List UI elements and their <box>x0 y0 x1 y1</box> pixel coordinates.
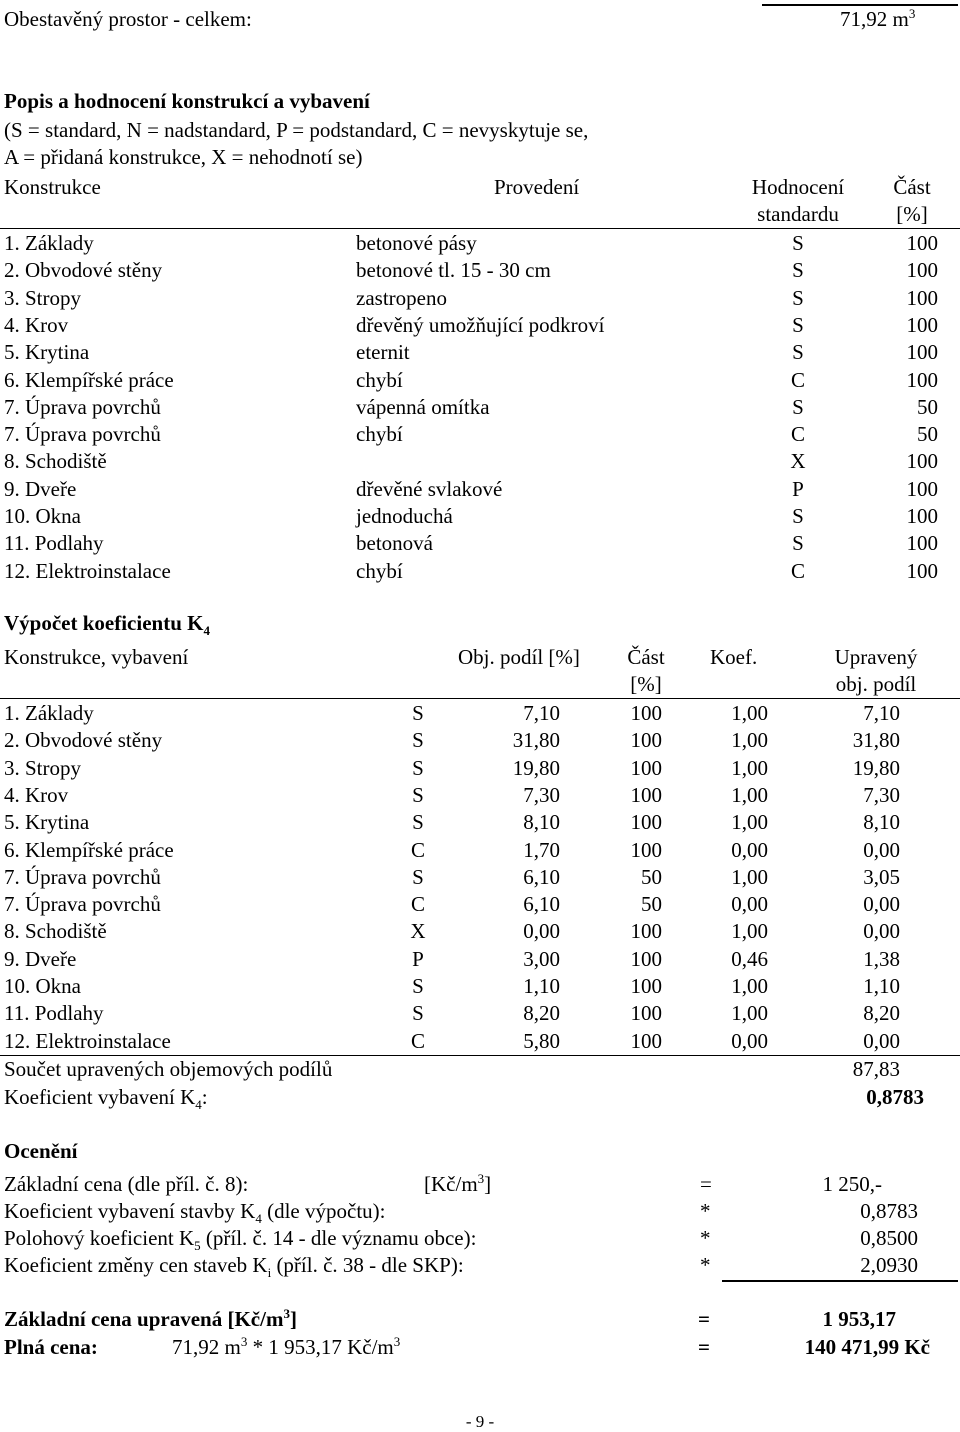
koef-cell: 0,46 <box>731 946 768 971</box>
cast-cell: 50 <box>641 864 662 889</box>
standard-cell: S <box>412 974 424 998</box>
full-price-label: Plná cena: <box>4 1335 98 1359</box>
upraveny-cell: 7,30 <box>863 782 900 807</box>
k5-value: 0,8500 <box>860 1226 918 1250</box>
provedeni-cell: betonové pásy <box>356 231 477 255</box>
cast-cell: 100 <box>906 367 938 392</box>
konstrukce-cell: 7. Úprava povrchů <box>4 422 161 447</box>
konstrukce-cell: 2. Obvodové stěny <box>4 728 163 753</box>
cast-cell: 100 <box>630 1028 662 1053</box>
standard-cell: S <box>412 782 424 807</box>
upraveny-cell: 31,80 <box>852 728 900 753</box>
upraveny-cell: 1,38 <box>863 946 900 971</box>
obj-podil-cell: 0,00 <box>523 919 560 944</box>
konstrukce-cell: 9. Dveře <box>4 476 77 501</box>
cast-cell: 100 <box>906 476 938 501</box>
hodnoceni-cell: P <box>792 476 804 501</box>
upraveny-cell: 19,80 <box>852 755 900 780</box>
legend-line-2: A = přidaná konstrukce, X = nehodnotí se) <box>4 145 363 169</box>
obj-podil-cell: 8,10 <box>523 810 560 835</box>
konstrukce-cell: 4. Krov <box>4 312 69 337</box>
cast-cell: 100 <box>630 701 662 725</box>
ki-op: * <box>700 1253 711 1277</box>
konstrukce-cell: 12. Elektroinstalace <box>4 1028 171 1053</box>
hodnoceni-cell: C <box>790 367 805 392</box>
standard-cell: C <box>410 837 425 862</box>
konstrukce-cell: 6. Klempířské práce <box>4 837 174 862</box>
konstrukce-cell: 7. Úprava povrchů <box>4 892 161 917</box>
upraveny-cell: 0,00 <box>863 919 900 944</box>
koef-cell: 1,00 <box>731 919 768 944</box>
upraveny-cell: 7,10 <box>863 701 900 725</box>
table-row <box>0 1000 960 1027</box>
cast-cell: 100 <box>906 258 938 283</box>
upraveny-cell: 0,00 <box>863 837 900 862</box>
koef-cell: 1,00 <box>731 701 768 725</box>
obj-podil-cell: 1,70 <box>523 837 560 862</box>
cast-cell: 100 <box>630 755 662 780</box>
konstrukce-cell: 10. Okna <box>4 974 81 998</box>
base-price-op: = <box>700 1172 712 1196</box>
obj-podil-cell: 7,30 <box>523 782 560 807</box>
table-row <box>0 558 960 585</box>
provedeni-cell: zastropeno <box>356 285 447 310</box>
obj-podil-cell: 6,10 <box>523 864 560 889</box>
base-price-unit: $[Kč/m^3]$ <box>424 1171 492 1196</box>
cast-cell: 100 <box>630 919 662 944</box>
hodnoceni-cell: S <box>792 340 804 365</box>
table-row <box>0 973 960 1000</box>
legend-line-1: (S = standard, N = nadstandard, P = podstandard, C = nevyskytuje se, <box>4 118 589 142</box>
koef-cell: 1,00 <box>731 864 768 889</box>
k5-label: Polohový koeficient $K_5$ (příl. č. 14 - dle významu obce): <box>4 1226 477 1254</box>
table-row <box>0 809 960 836</box>
table-row <box>0 285 960 312</box>
cast-cell: 100 <box>630 837 662 862</box>
ki-value: 2,0930 <box>860 1253 918 1277</box>
provedeni-cell: jednoduchá <box>356 504 453 528</box>
cast-cell: 100 <box>906 449 938 474</box>
section1-header-rule <box>0 228 960 229</box>
konstrukce-cell: 9. Dveře <box>4 946 77 971</box>
cast-cell: 100 <box>906 504 938 528</box>
provedeni-cell: vápenná omítka <box>356 394 490 419</box>
table-row <box>0 755 960 782</box>
koef-label: Koeficient vybavení $K_4$: <box>4 1085 208 1113</box>
hodnoceni-cell: S <box>792 504 804 528</box>
provedeni-cell: chybí <box>356 367 403 392</box>
provedeni-cell: betonové tl. 15 - 30 cm <box>356 258 551 283</box>
cast-cell: 50 <box>917 394 938 419</box>
table-row <box>0 421 960 448</box>
standard-cell: S <box>412 728 424 753</box>
table-row <box>0 257 960 284</box>
konstrukce-cell: 11. Podlahy <box>4 1001 104 1026</box>
provedeni-cell: dřevěný umožňující podkroví <box>356 312 605 337</box>
sum-value: 87,83 <box>852 1057 900 1081</box>
cast-cell: 100 <box>630 728 662 753</box>
upraveny-cell: 8,10 <box>863 810 900 835</box>
upraveny-cell: 0,00 <box>863 1028 900 1053</box>
konstrukce-cell: 12. Elektroinstalace <box>4 558 171 583</box>
provedeni-cell: chybí <box>356 422 403 447</box>
col-konstrukce: Konstrukce <box>4 175 101 199</box>
col2-obj: Obj. podíl [%] <box>458 645 580 669</box>
cast-cell: 100 <box>906 312 938 337</box>
cast-cell: 100 <box>630 810 662 835</box>
cast-cell: 50 <box>917 422 938 447</box>
table-row <box>0 312 960 339</box>
k4-op: * <box>700 1199 711 1223</box>
hodnoceni-cell: S <box>792 285 804 310</box>
hodnoceni-cell: C <box>790 422 805 447</box>
table-row <box>0 891 960 918</box>
konstrukce-cell: 8. Schodiště <box>4 919 107 944</box>
upraveny-cell: 1,10 <box>863 974 900 998</box>
provedeni-cell: dřevěné svlakové <box>356 476 503 501</box>
table-row <box>0 530 960 557</box>
section1-title: Popis a hodnocení konstrukcí a vybavení <box>4 89 370 113</box>
adjusted-price-op: = <box>698 1307 710 1331</box>
standard-cell: C <box>410 1028 425 1053</box>
koef-cell: 1,00 <box>731 1001 768 1026</box>
koef-cell: 0,00 <box>731 1028 768 1053</box>
table-row <box>0 837 960 864</box>
table-row <box>0 339 960 366</box>
koef-cell: 0,00 <box>731 837 768 862</box>
standard-cell: S <box>412 864 424 889</box>
full-price-op: = <box>698 1335 710 1359</box>
cast-cell: 100 <box>906 531 938 556</box>
adjusted-price-label: Základní cena upravená $[Kč/m^3]$ <box>4 1306 297 1331</box>
koef-cell: 1,00 <box>731 974 768 998</box>
hodnoceni-cell: X <box>790 449 806 474</box>
hodnoceni-cell: S <box>792 258 804 283</box>
cast-cell: 100 <box>630 946 662 971</box>
provedeni-cell: chybí <box>356 558 403 583</box>
standard-cell: S <box>412 755 424 780</box>
ki-label: Koeficient změny cen staveb $K_i$ (příl. č. 38 - dle SKP): <box>4 1253 464 1281</box>
header-value: 71,92 $m^3$ <box>840 6 916 31</box>
cast-cell: 100 <box>906 285 938 310</box>
hodnoceni-cell: C <box>790 558 805 583</box>
standard-cell: S <box>412 810 424 835</box>
standard-cell: P <box>412 946 424 971</box>
col-cast: Část [%] <box>893 175 931 226</box>
koef-cell: 0,00 <box>731 892 768 917</box>
konstrukce-cell: 10. Okna <box>4 504 81 528</box>
standard-cell: S <box>412 701 424 725</box>
sum-label: Součet upravených objemových podílů <box>4 1057 333 1081</box>
konstrukce-cell: 3. Stropy <box>4 285 82 310</box>
hodnoceni-cell: S <box>792 531 804 556</box>
koef-value: 0,8783 <box>866 1085 924 1109</box>
table-row <box>0 367 960 394</box>
konstrukce-cell: 8. Schodiště <box>4 449 107 474</box>
header-label: Obestavěný prostor - celkem: <box>4 7 252 31</box>
obj-podil-cell: 8,20 <box>523 1001 560 1026</box>
konstrukce-cell: 2. Obvodové stěny <box>4 258 163 283</box>
table-row <box>0 1028 960 1055</box>
konstrukce-cell: 1. Základy <box>4 701 94 725</box>
ki-underline <box>722 1280 958 1282</box>
col2-cast: Část [%] <box>627 645 665 696</box>
table-row <box>0 476 960 503</box>
hodnoceni-cell: S <box>792 231 804 255</box>
obj-podil-cell: 6,10 <box>523 892 560 917</box>
adjusted-price-value: 1 953,17 <box>822 1307 896 1331</box>
konstrukce-cell: 4. Krov <box>4 782 69 807</box>
table-row <box>0 448 960 475</box>
page-number: - 9 - <box>465 1412 495 1431</box>
table-row <box>0 394 960 421</box>
upraveny-cell: 3,05 <box>863 864 900 889</box>
standard-cell: X <box>410 919 426 944</box>
cast-cell: 100 <box>906 231 938 255</box>
standard-cell: C <box>410 892 425 917</box>
table-row <box>0 503 960 530</box>
cast-cell: 100 <box>906 340 938 365</box>
table-row <box>0 230 960 257</box>
obj-podil-cell: 1,10 <box>523 974 560 998</box>
konstrukce-cell: 5. Krytina <box>4 340 90 365</box>
konstrukce-cell: 7. Úprava povrchů <box>4 864 161 889</box>
obj-podil-cell: 31,80 <box>512 728 560 753</box>
cast-cell: 100 <box>906 558 938 583</box>
obj-podil-cell: 19,80 <box>512 755 560 780</box>
k4-label: Koeficient vybavení stavby $K_4$ (dle výpočtu): <box>4 1199 386 1227</box>
upraveny-cell: 0,00 <box>863 892 900 917</box>
table-row <box>0 946 960 973</box>
base-price-value: 1 250,- <box>822 1172 882 1196</box>
col2-koef: Koef. <box>710 645 758 669</box>
koef-cell: 1,00 <box>731 810 768 835</box>
table-row <box>0 700 960 727</box>
full-price-calc: 71,92 $m^3 * 1$ 953,17 $Kč/m^3$ <box>172 1334 401 1359</box>
konstrukce-cell: 11. Podlahy <box>4 531 104 556</box>
cast-cell: 50 <box>641 892 662 917</box>
section3-title: Ocenění <box>4 1139 78 1163</box>
cast-cell: 100 <box>630 974 662 998</box>
col2-upraveny: Upravený obj. podíl <box>834 645 918 696</box>
obj-podil-cell: 7,10 <box>523 701 560 725</box>
k5-op: * <box>700 1226 711 1250</box>
cast-cell: 100 <box>630 782 662 807</box>
table-row <box>0 782 960 809</box>
col-hodnoceni: Hodnocení standardu <box>751 175 845 226</box>
koef-cell: 1,00 <box>731 782 768 807</box>
hodnoceni-cell: S <box>792 394 804 419</box>
konstrukce-cell: 3. Stropy <box>4 755 82 780</box>
col2-konstrukce: Konstrukce, vybavení <box>4 645 189 669</box>
konstrukce-cell: 6. Klempířské práce <box>4 367 174 392</box>
base-price-label: Základní cena (dle příl. č. 8): <box>4 1172 249 1196</box>
obj-podil-cell: 5,80 <box>523 1028 560 1053</box>
cast-cell: 100 <box>630 1001 662 1026</box>
table-row <box>0 918 960 945</box>
k4-value: 0,8783 <box>860 1199 918 1223</box>
table-row <box>0 727 960 754</box>
upraveny-cell: 8,20 <box>863 1001 900 1026</box>
obj-podil-cell: 3,00 <box>523 946 560 971</box>
hodnoceni-cell: S <box>792 312 804 337</box>
provedeni-cell: betonová <box>356 531 433 556</box>
section2-title: Výpočet koeficientu $K_4$ <box>4 611 210 639</box>
koef-cell: 1,00 <box>731 728 768 753</box>
konstrukce-cell: 5. Krytina <box>4 810 90 835</box>
konstrukce-cell: 1. Základy <box>4 231 94 255</box>
section2-header-rule <box>0 698 960 699</box>
konstrukce-cell: 7. Úprava povrchů <box>4 394 161 419</box>
full-price-value: 140 471,99 Kč <box>804 1335 930 1359</box>
col-provedeni: Provedení <box>494 175 580 199</box>
provedeni-cell: eternit <box>356 340 410 365</box>
table-row <box>0 864 960 891</box>
standard-cell: S <box>412 1001 424 1026</box>
koef-cell: 1,00 <box>731 755 768 780</box>
